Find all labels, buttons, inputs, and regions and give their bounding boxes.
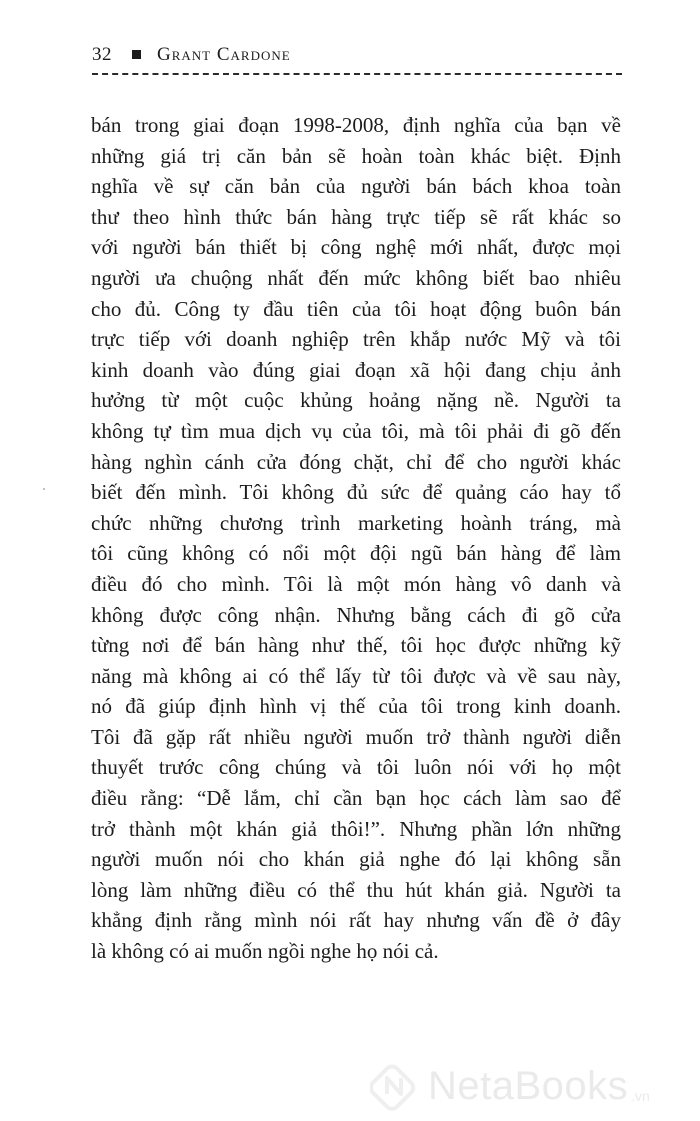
body-line: trực tiếp với doanh nghiệp trên khắp nước Mỹ và tôi — [91, 327, 621, 352]
body-line: là không có ai muốn ngồi nghe họ nói cả. — [91, 939, 439, 964]
body-line: biết đến mình. Tôi không đủ sức để quảng cáo hay tổ — [91, 480, 621, 505]
body-line: chức những chương trình marketing hoành tráng, mà — [91, 510, 621, 535]
body-line: khẳng định rằng mình nói rất hay nhưng vấn đề ở đây — [91, 908, 621, 933]
body-paragraph — [91, 110, 621, 967]
body-line: kinh doanh vào đúng giai đoạn xã hội đang chịu ảnh — [91, 357, 621, 382]
body-line: Tôi đã gặp rất nhiều người muốn trở thành người diễn — [91, 724, 621, 749]
body-line: những giá trị căn bản sẽ hoàn toàn khác biệt. Định — [91, 143, 621, 168]
body-line: nó đã giúp định hình vị thế của tôi trong kinh doanh. — [91, 694, 621, 719]
body-line: hàng nghìn cánh cửa đóng chặt, chỉ để cho người khác — [91, 449, 621, 474]
body-line: thuyết trước công chúng và tôi luôn nói với họ một — [91, 755, 621, 780]
page-number: 32 — [92, 44, 112, 65]
body-line: từng nơi để bán hàng như thế, tôi học được những kỹ — [91, 633, 621, 658]
body-line: điều đó cho mình. Tôi là một món hàng vô danh và — [91, 571, 621, 596]
body-line: cho đủ. Công ty đầu tiên của tôi hoạt động buôn bán — [91, 296, 621, 321]
body-line: năng mà không ai có thể lấy từ tôi được và về sau này, — [91, 663, 621, 688]
header-dashed-rule — [92, 73, 622, 75]
body-line: hưởng từ một cuộc khủng hoảng nặng nề. Người ta — [91, 388, 621, 413]
paper-speck — [43, 488, 45, 490]
body-line: với người bán thiết bị công nghệ mới nhất, được mọi — [91, 235, 621, 260]
body-line: trở thành một khán giả thôi!”. Nhưng phần lớn những — [91, 816, 621, 841]
watermark-suffix: .vn — [631, 1088, 650, 1104]
body-line: lòng làm những điều có thể thu hút khán giả. Người ta — [91, 877, 621, 902]
body-line: người ưa chuộng nhất đến mức không biết bao nhiêu — [91, 265, 621, 290]
body-line: không được công nhận. Nhưng bằng cách đi gõ cửa — [91, 602, 621, 627]
body-line: điều rằng: “Dễ lắm, chỉ cần bạn học cách làm sao để — [91, 786, 621, 811]
body-line: tôi cũng không có nổi một đội ngũ bán hàng để làm — [91, 541, 621, 566]
body-line: người muốn nói cho khán giả nghe đó lại không sẵn — [91, 847, 621, 872]
author-name: Grant Cardone — [157, 44, 291, 65]
netabooks-logo-icon — [370, 1060, 422, 1112]
running-header — [92, 44, 622, 72]
watermark — [370, 1060, 690, 1112]
body-line: thư theo hình thức bán hàng trực tiếp sẽ rất khác so — [91, 204, 621, 229]
watermark-brand: NetaBooks — [428, 1063, 629, 1108]
body-line: nghĩa về sự căn bản của người bán bách khoa toàn — [91, 174, 621, 199]
body-line: bán trong giai đoạn 1998-2008, định nghĩa của bạn về — [91, 113, 621, 137]
body-line: không tự tìm mua dịch vụ của tôi, mà tôi phải đi gõ đến — [91, 418, 621, 443]
header-separator-square — [132, 50, 141, 59]
